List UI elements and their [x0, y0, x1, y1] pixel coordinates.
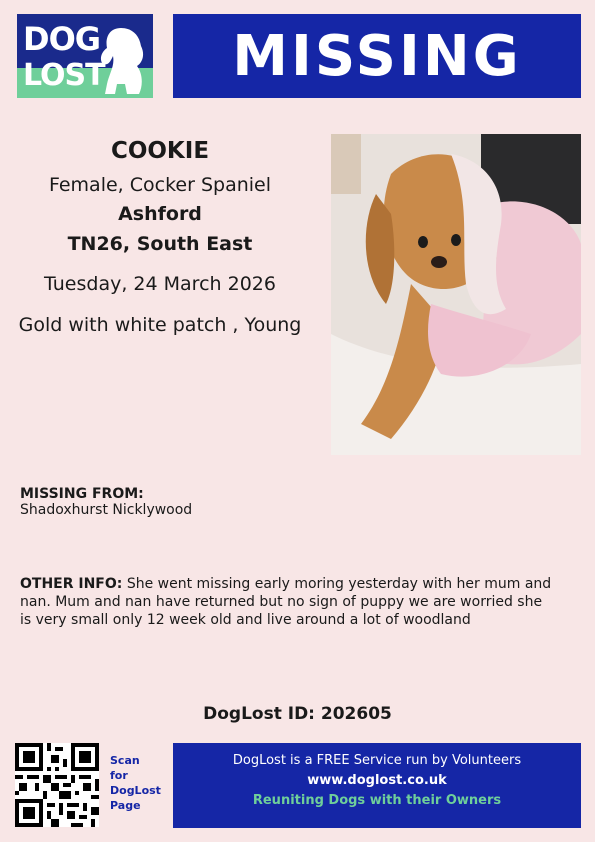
dog-photo	[331, 134, 581, 455]
scan-line: Scan	[110, 754, 140, 767]
other-info-value: She went missing early moring yesterday with her mum and nan. Mum and nan have returned but no sign of puppy we are worried she is very small only 12 week old and live around a lot of woodland	[20, 576, 552, 628]
dog-sex-breed: Female, Cocker Spaniel	[48, 174, 272, 196]
footer-website-link[interactable]: www.doglost.co.uk	[307, 773, 447, 788]
qr-code-icon	[15, 743, 99, 827]
footer-service-text: DogLost is a FREE Service run by Volunteers	[232, 753, 522, 768]
scan-line: DogLost	[110, 784, 161, 797]
missing-from-section	[20, 486, 575, 518]
qr-code[interactable]	[15, 743, 99, 827]
missing-from-label: MISSING FROM:	[20, 486, 144, 502]
footer-tagline: Reuniting Dogs with their Owners	[252, 793, 502, 808]
scan-line: Page	[110, 799, 141, 812]
dog-name: COOKIE	[110, 138, 210, 164]
footer-banner	[173, 743, 581, 828]
dog-silhouette-icon	[91, 22, 149, 96]
missing-banner: MISSING	[173, 14, 581, 98]
dog-region: TN26, South East	[67, 233, 253, 255]
other-info-section	[20, 575, 555, 629]
missing-date: Tuesday, 24 March 2026	[44, 273, 276, 295]
missing-from-value: Shadoxhurst Nicklywood	[20, 502, 193, 518]
dog-town: Ashford	[118, 203, 202, 225]
doglost-logo	[17, 14, 153, 98]
scan-line: for	[110, 769, 128, 782]
qr-scan-caption	[110, 753, 170, 813]
other-info-label: OTHER INFO:	[20, 576, 123, 592]
doglost-id: DogLost ID: 202605	[203, 704, 392, 724]
logo-text-dog: DOG	[23, 20, 101, 58]
dog-description: Gold with white patch , Young	[18, 314, 302, 336]
logo-text-lost: LOST	[23, 58, 105, 93]
dog-photo-illustration	[331, 134, 581, 455]
